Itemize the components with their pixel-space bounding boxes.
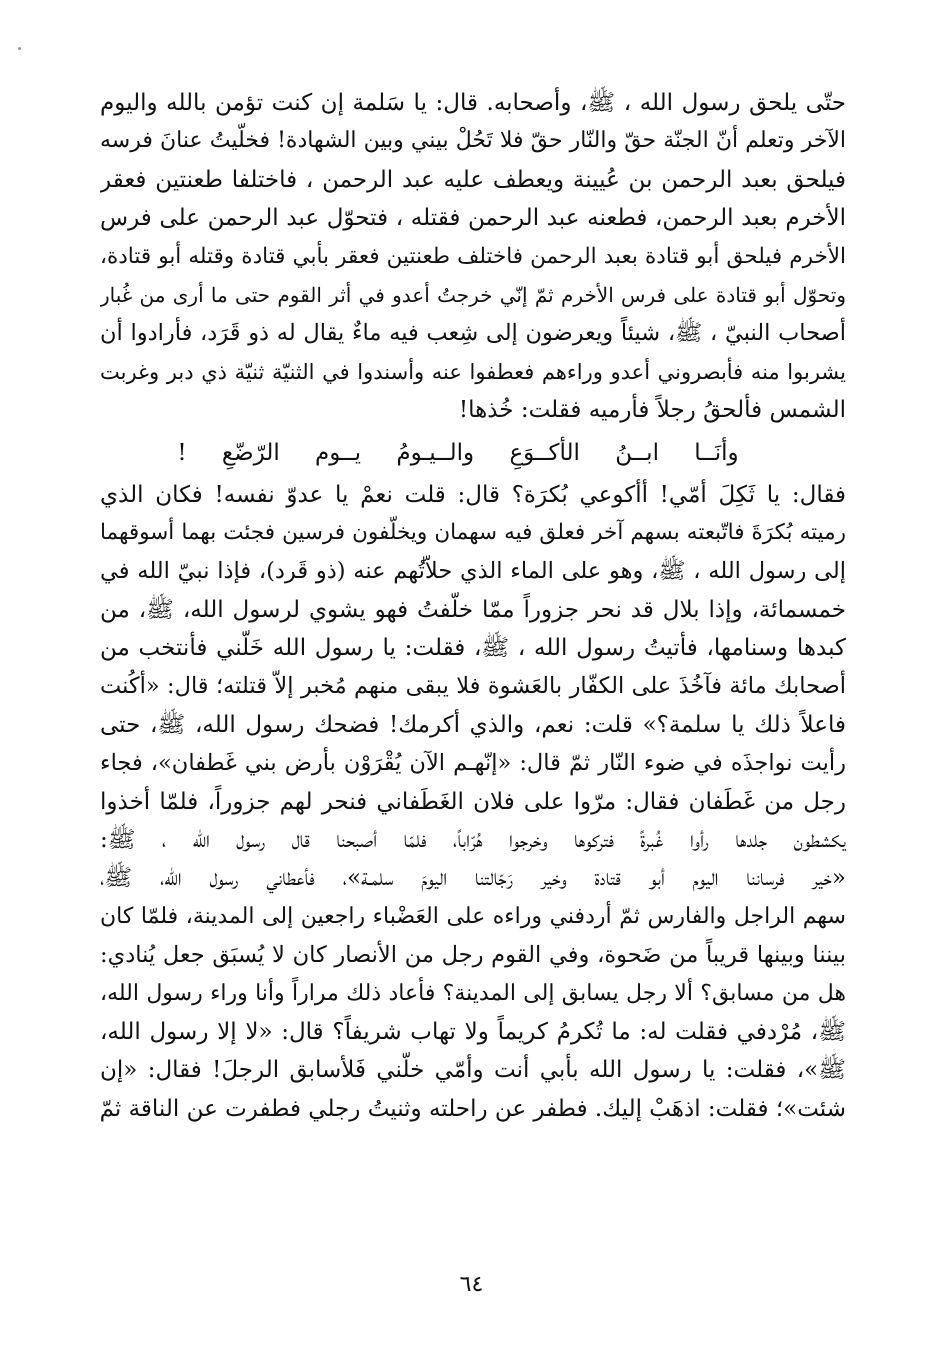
text-line: الأخرم فيلحق أبو قتادة بعبد الرحمن فاختلف طعنتين فعقر بأبي قتادة وقتله أبو قتادة، — [100, 243, 846, 269]
text-line: شئت»؛ فقلت: اذهَبْ إليك. فطفر عن راحلته وثنيتُ رجلي فطفرت عن الناقة ثمّ — [100, 1095, 846, 1122]
text-line: سهم الراجل والفارس ثمّ أردفني وراءه على العَضْباء راجعين إلى المدينة، فلمّا كان — [100, 903, 846, 929]
text-line: كبدها وسنامها، فأتيتُ رسول الله ، ﷺ، فقلت: يا رسول الله خَلّني فأنتخب من — [100, 635, 846, 662]
text-line: إلى رسول الله ، ﷺ، وهو على الماء الذي حلاّتُهم عنه (ذو قَرد)، فإذا نبيّ الله في — [100, 558, 846, 585]
text-line: الآخر وتعلم أنّ الجنّة حقّ والنّار حقّ فلا تَحُلْ بيني وبين الشهادة! فخلّيتُ عنانَ فرسه — [100, 128, 846, 154]
text-line-last: الشمس فألحقُ رجلاً فأرميه فقلت: خُذها! — [458, 397, 846, 424]
text-line: الأخرم بعبد الرحمن، فطعنه عبد الرحمن فقتله ، فتحوّل عبد الرحمن على فرس — [100, 205, 846, 232]
text-line: رميته بُكرَةَ فاتّبعته بسهم آخر فعلق فيه سهمان ويخلّفون فرسين فجئت بهما أسوقهما — [100, 519, 846, 545]
text-line: «خير فرساننا اليوم أبو قتادة وخير رَجّالتنا اليومَ سلمـة»، فأعطاني رسول الله، ﷺ، — [100, 865, 846, 892]
body-text — [100, 84, 846, 1128]
text-line: يشربوا منه فأبصروني أعدو وراءهم فعطفوا عنه وأسندوا في الثنيّة ثنيّة ذي دبر وغربت — [100, 359, 846, 384]
page-number: ٦٤ — [459, 1272, 484, 1297]
text-line: فاعلاً ذلك يا سلمة؟» قلت: نعم، والذي أكرمك! فضحك رسول الله، ﷺ، حتى — [100, 711, 846, 738]
text-line: خمسمائة، وإذا بلال قد نحر جزوراً ممّا خلّفتُ فهو يشوي لرسول الله، ﷺ، من — [100, 596, 846, 623]
text-line: رأيت نواجذَه في ضوء النّار ثمّ قال: «إنّهـم الآن يُقْرَوْن بأرض بني غَطفان»، فجاء — [100, 750, 846, 777]
text-line: بيننا وبينها قريباً من ضَحوة، وفي القوم رجل من الأنصار كان لا يُسبَق جعل يُنادي: — [100, 942, 846, 969]
text-line: يكشطون جلدها رأوا غُبرةً فتركوها وخرجوا هُرّاباً، فلمّا أصبحنا قال رسول الله ، ﷺ: — [100, 827, 846, 854]
scan-speck — [18, 47, 21, 50]
text-line: أصحابك مائة فآخُذَ على الكفّار بالعَشوة فلا يبقى منهم مُخبر إلاّ قتلته؛ قال: «أكُنت — [100, 673, 846, 700]
text-line: فيلحق بعبد الرحمن بن عُيينة ويعطف عليه عبد الرحمن ، فاختلفا طعنتين فعقر — [100, 166, 846, 193]
text-line: رجل من غَطَفان فقال: مرّوا على فلان الغَطَفاني فنحر لهم جزوراً، فلمّا أخذوا — [100, 788, 846, 815]
text-line: حتّى يلحق رسول الله ، ﷺ، وأصحابه. قال: يا سَلمة إن كنت تؤمن بالله واليوم — [100, 90, 846, 116]
text-line: ﷺ، مُرْدفي فقلت له: ما تُكرمُ كريماً ولا تهاب شريفاً؟ قال: «لا إلا رسول الله، — [100, 1018, 846, 1045]
text-line: وتحوّل أبو قتادة على فرس الأخرم ثمّ إنّي خرجتُ أعدو في أثر القوم حتى ما أرى من غُبار — [100, 282, 846, 307]
text-line: ﷺ»، فقلت: يا رسول الله بأبي أنت وأمّي خلّني فَلأسابق الرجلَ! فقال: «إن — [100, 1057, 846, 1084]
text-line: فقال: يا ثَكِلَ أمّي! أأكوعي بُكرَة؟ قال: قلت نعمْ يا عدوّ نفسه! فكان الذي — [100, 481, 846, 508]
text-line: هل من مسابق؟ ألا رجل يسابق إلى المدينة؟ فأعاد ذلك مراراً وأنا وراء رسول الله، — [100, 980, 846, 1006]
poetry-verse: وأنَــا ابــنُ الأكــوَعِ والــيـومُ يــوم الرّضّعِ ! — [177, 439, 739, 466]
text-line: أصحاب النبيّ ، ﷺ، شيئاً ويعرضون إلى شِعب فيه ماءٌ يقال له ذو قَرَد، فأرادوا أن — [100, 320, 846, 347]
